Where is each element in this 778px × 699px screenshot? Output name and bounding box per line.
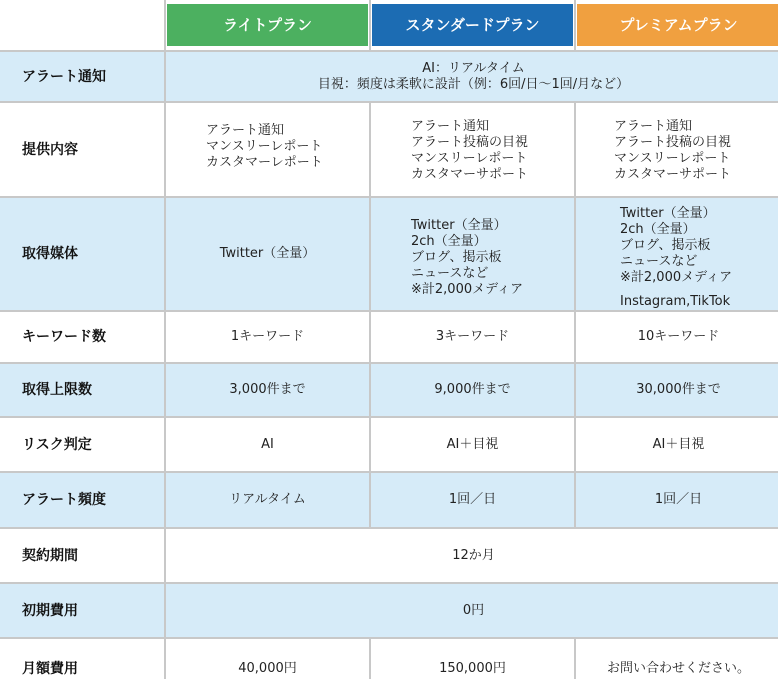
frequency-light: リアルタイム xyxy=(166,473,369,527)
media-standard-item: ニュースなど xyxy=(411,266,489,281)
alert-line-2: 目視：頻度は柔軟に設計（例：6回/日〜1回/月など） xyxy=(317,76,630,92)
limit-light: 3,000件まで xyxy=(166,364,369,416)
header-cell-premium xyxy=(576,0,778,50)
row-label-alert: アラート通知 xyxy=(0,52,164,101)
monthly-standard: 150,000円 xyxy=(371,639,574,699)
initial-value: 0円 xyxy=(166,584,778,637)
media-premium-item xyxy=(620,286,778,294)
content-light xyxy=(166,103,369,196)
content-premium-item: アラート通知 xyxy=(614,119,693,134)
media-standard xyxy=(371,198,574,310)
content-premium xyxy=(576,103,778,196)
media-standard-item: ※計2,000メディア xyxy=(411,282,524,297)
media-premium-item: ブログ、掲示板 xyxy=(620,238,711,253)
media-standard-item: ブログ、掲示板 xyxy=(411,250,502,265)
alert-value xyxy=(166,52,778,101)
row-label-initial: 初期費用 xyxy=(0,584,164,637)
media-premium-item: Twitter（全量） xyxy=(620,206,716,221)
content-light-item: カスタマーレポート xyxy=(206,155,323,170)
risk-standard: AI＋目視 xyxy=(371,418,574,471)
keywords-light: 1キーワード xyxy=(166,312,369,362)
plan-header-premium: プレミアムプラン xyxy=(577,4,778,46)
content-standard-item: マンスリーレポート xyxy=(411,151,528,166)
media-standard-item: Twitter（全量） xyxy=(411,218,507,233)
media-light xyxy=(166,198,369,310)
content-standard xyxy=(371,103,574,196)
keywords-standard: 3キーワード xyxy=(371,312,574,362)
row-label-contract: 契約期間 xyxy=(0,529,164,582)
contract-value: 12か月 xyxy=(166,529,778,582)
media-premium-item: ※計2,000メディア xyxy=(620,270,733,285)
plan-header-standard: スタンダードプラン xyxy=(372,4,573,46)
media-standard-item: 2ch（全量） xyxy=(411,234,487,249)
frequency-premium: 1回／日 xyxy=(576,473,778,527)
media-light-item: Twitter（全量） xyxy=(219,246,316,261)
keywords-premium: 10キーワード xyxy=(576,312,778,362)
content-premium-item: アラート投稿の目視 xyxy=(614,135,732,150)
media-premium xyxy=(576,198,778,310)
monthly-light: 40,000円 xyxy=(166,639,369,699)
corner-cell xyxy=(0,0,164,50)
content-light-item: マンスリーレポート xyxy=(206,139,323,154)
header-cell-standard xyxy=(371,0,574,50)
content-premium-item: カスタマーサポート xyxy=(614,167,732,182)
row-label-frequency: アラート頻度 xyxy=(0,473,164,527)
limit-premium: 30,000件まで xyxy=(576,364,778,416)
header-cell-light xyxy=(166,0,369,50)
row-label-content: 提供内容 xyxy=(0,103,164,196)
media-premium-item: Instagram,TikTok xyxy=(620,294,731,309)
risk-light: AI xyxy=(166,418,369,471)
content-standard-item: アラート通知 xyxy=(411,119,490,134)
alert-line-1: AI：リアルタイム xyxy=(422,60,525,76)
content-light-item: アラート通知 xyxy=(206,123,285,138)
limit-standard: 9,000件まで xyxy=(371,364,574,416)
risk-premium: AI＋目視 xyxy=(576,418,778,471)
row-label-keywords: キーワード数 xyxy=(0,312,164,362)
media-premium-item: ニュースなど xyxy=(620,254,698,269)
row-label-monthly: 月額費用 xyxy=(0,639,164,699)
content-standard-item: アラート投稿の目視 xyxy=(411,135,529,150)
row-label-limit: 取得上限数 xyxy=(0,364,164,416)
monthly-premium: お問い合わせください。 xyxy=(576,639,778,699)
row-label-risk: リスク判定 xyxy=(0,418,164,471)
content-standard-item: カスタマーサポート xyxy=(411,167,529,182)
row-label-media: 取得媒体 xyxy=(0,198,164,310)
media-premium-item: 2ch（全量） xyxy=(620,222,696,237)
content-premium-item: マンスリーレポート xyxy=(614,151,731,166)
frequency-standard: 1回／日 xyxy=(371,473,574,527)
plan-header-light: ライトプラン xyxy=(167,4,368,46)
